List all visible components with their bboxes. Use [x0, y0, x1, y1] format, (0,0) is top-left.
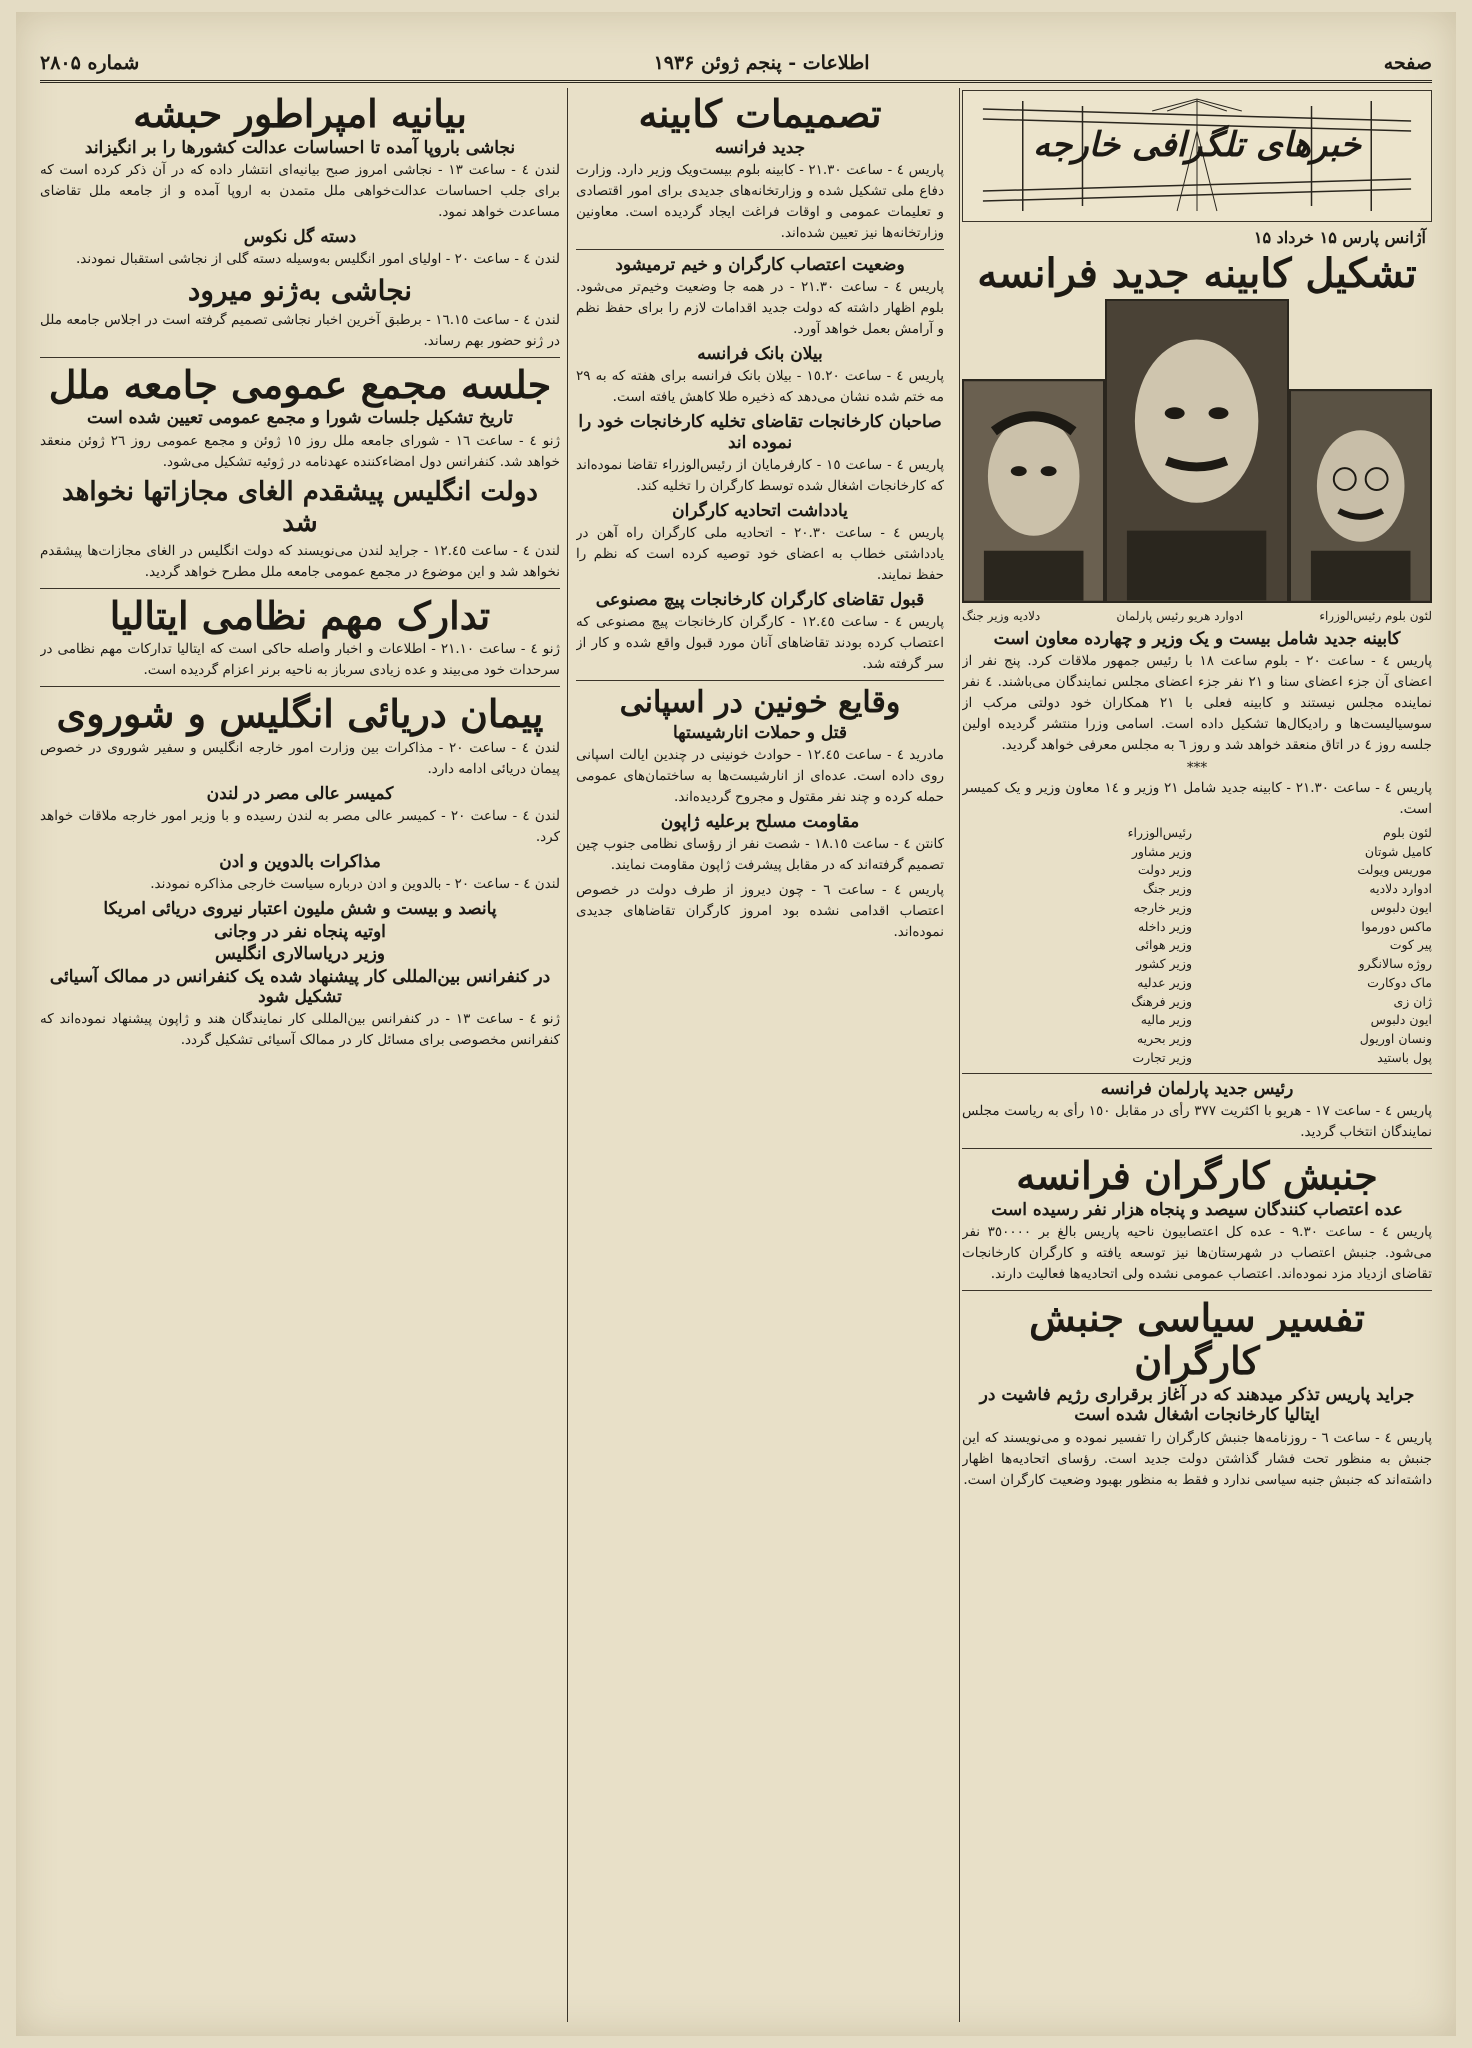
column-divider: [959, 88, 960, 2022]
rule: [962, 1073, 1432, 1074]
column-divider: [567, 88, 568, 2022]
headline-league-assembly: جلسه مجمع عمومی جامعه ملل: [48, 361, 552, 407]
headline-french-cabinet: تشکیل کابینه جدید فرانسه: [977, 250, 1417, 297]
photo-captions: [962, 609, 1432, 623]
minister-name: ایون دلبوس: [1370, 899, 1432, 915]
article-text: لندن ٤ - ساعت ١٣ - نجاشی امروز صبح بیانیه‌ای انتشار داده که در آن ذکر کرده است که برای جلب احساسات عدالت‌خواهی ملل متمدن به اروپا آمده و از جامعه ملل تقاضای مساعدت خواهد نمود.: [40, 162, 560, 220]
headline-spain: وقایع خونین در اسپانی: [619, 685, 901, 721]
minister-post: وزیر هوائی: [1135, 937, 1192, 953]
ministers-names: [1202, 824, 1432, 1068]
article-text: پاریس ٤ - ساعت ٢١.٣٠ - کابینه جدید شامل ٢١ وزیر و ١٤ معاون وزیر و یک کمیسر است.: [962, 780, 1432, 817]
rule: [40, 357, 560, 358]
article-text: لندن ٤ - ساعت ٢٠ - کمیسر عالی مصر به لندن رسیده و با وزیر امور خارجه ملاقات خواهد کرد.: [40, 808, 560, 846]
article-text: پاریس ٤ - ساعت ٢١.٣٠ - کابینه بلوم بیست‌ویک وزیر دارد. وزارت دفاع ملی تشکیل شده و وزارتخانه‌های جدیدی برای امور اقتصادی و تعلیمات عمومی و اوقات فراغت ایجاد گردیده است. معاونین وزارتخانه‌ها نیز تعیین شده‌اند.: [576, 162, 944, 241]
photo-caption: لئون بلوم رئیس‌الوزراء: [1319, 609, 1432, 623]
ministers-table: [962, 824, 1432, 1068]
article-text: پاریس ٤ - ساعت ٦ - روزنامه‌ها جنبش کارگران را تفسیر نموده و می‌نویسند که این جنبش به منظور تحت فشار گذاشتن دولت جدید است. رؤسای اتحادیه‌ها اظهار داشته‌اند که جنبش جنبه سیاسی ندارد و فقط به منظور بهبود وضعیت کارگران است.: [962, 1429, 1432, 1488]
headline-cabinet-decisions: تصمیمات کابینه: [638, 91, 882, 136]
article-text: پاریس ٤ - ساعت ١٥.٢٠ - بیلان بانک فرانسه برای هفته که به ٢٩ مه ختم شده نشان می‌دهد که ذخیره طلا کاهش یافته است.: [576, 368, 944, 406]
ministers-posts: [962, 824, 1192, 1068]
article-text: پاریس ٤ - ساعت ٢٠ - بلوم ساعت ١٨ با رئیس جمهور ملاقات کرد. پنج نفر از اعضای آن جزء اعضای سنا و ٢١ نفر جزء اعضای مجلس نمایندگان می‌باشند. ٤ نفر نماینده مجلس نیستند و کابینه فعلی با ٢١ همکاران خود دولتی مرکب از سوسیالیست‌ها و رادیکال‌ها تشکیل داده است. اسامی وزرا منتشر گردیده اولین جلسه روز ٤ در اتاق منعقد خواهد شد و روز ٦ به مجلس معرفی خواهد گردید.: [962, 653, 1432, 754]
section-logo: [962, 90, 1432, 222]
minister-name: پول باستید: [1377, 1049, 1432, 1065]
subheadline: قبول تقاضای کارگران کارخانجات پیچ مصنوعی: [595, 589, 925, 610]
subheadline: نجاشی باروپا آمده تا احساسات عدالت کشورها را بر انگیزاند: [84, 137, 516, 158]
page-header: [40, 46, 1432, 83]
headline-italy-military: تدارک مهم نظامی ایتالیا: [109, 592, 491, 638]
article-text: ژنو ٤ - ساعت ٢١.١٠ - اطلاعات و اخبار واصله حاکی است که ایتالیا تدارکات مهم نظامی در سرحدات خود می‌بیند و عده زیادی سرباز به ناحیه برنر اعزام گردیده است.: [40, 641, 560, 679]
article-text: لندن ٤ - ساعت ٢٠ - مذاکرات بین وزارت امور خارجه انگلیس و سفیر شوروی در خصوص پیمان دریائی ادامه دارد.: [40, 739, 560, 777]
minister-name: کامیل شوتان: [1364, 843, 1432, 859]
minister-post: وزیر بحریه: [1136, 1031, 1192, 1047]
subheadline: اوتیه پنجاه نفر در وجانی: [214, 921, 386, 942]
photo-caption: دلادیه وزیر جنگ: [962, 609, 1041, 623]
headline-political-commentary: تفسیر سیاسی جنبش کارگران: [1029, 1294, 1365, 1384]
rule: [576, 680, 944, 681]
minister-name: روژه سالانگرو: [1358, 956, 1432, 972]
headline-naval-pact: پیمان دریائی انگلیس و شوروی: [56, 691, 544, 737]
rule: [962, 1290, 1432, 1291]
subheadline: وضعیت اعتصاب کارگران و خیم ترمیشود: [615, 254, 905, 275]
subheadline: در کنفرانس بین‌المللی کار پیشنهاد شده یک کنفرانس در ممالک آسیائی تشکیل شود: [49, 966, 551, 1007]
minister-post: وزیر داخله: [1137, 918, 1192, 934]
minister-name: موریس ویولت: [1357, 862, 1432, 878]
article-text: لندن ٤ - ساعت ١٢.٤٥ - جراید لندن می‌نویسند که دولت انگلیس در الغای مجازات‌ها پیشقدم نخواهد شد و این موضوع در مجمع عمومی جامعه ملل مطرح خواهد گردید.: [40, 542, 560, 580]
newspaper-page: [16, 12, 1456, 2036]
subheadline: مذاکرات بالدوین و ادن: [219, 852, 381, 873]
minister-name: ونسان اوریول: [1359, 1031, 1432, 1047]
rule: [40, 588, 560, 589]
headline-negus-geneva: نجاشی به‌ژنو میرود: [187, 274, 413, 308]
section-title: خبرهای تلگرافی خارجه: [1033, 125, 1361, 165]
minister-name: ماکس دورموا: [1361, 918, 1432, 934]
subheadline: بیلان بانک فرانسه: [697, 343, 823, 364]
headline-british-sanctions: دولت انگلیس پیشقدم الغای مجازاتها نخواهد شد: [62, 476, 538, 538]
rule: [576, 249, 944, 250]
minister-post: رئیس‌الوزراء: [1127, 824, 1192, 840]
subheadline: یادداشت اتحادیه کارگران: [672, 500, 848, 521]
article-text: ژنو ٤ - ساعت ١٦ - شورای جامعه ملل روز ١٥ ژوئن و مجمع عمومی روز ٢٦ ژوئن منعقد خواهد شد. کنفرانس دول امضاءکننده عهدنامه در ژوئیه تشکیل می‌شود.: [40, 432, 560, 470]
article-text: پاریس ٤ - ساعت ٢١.٣٠ - در همه جا وضعیت وخیم‌تر می‌شود. بلوم اظهار داشته که دولت جدید اقدامات لازم را برای حفظ نظم و آرامش بعمل خواهد آورد.: [576, 279, 944, 337]
minister-post: وزیر جنگ: [1142, 881, 1192, 897]
rule: [40, 686, 560, 687]
minister-post: وزیر مشاور: [1131, 843, 1192, 859]
column-international: [40, 88, 560, 2022]
article-text: پاریس ٤ - ساعت ٦ - چون دیروز از طرف دولت در خصوص اعتصاب اقدامی نشده بود امروز کارگران تقاضاهای جدیدی نموده‌اند.: [576, 881, 944, 940]
header-date: اطلاعات - پنجم ژوئن ۱۹۳۶: [653, 52, 870, 74]
subheadline: رئیس جدید پارلمان فرانسه: [1100, 1078, 1294, 1099]
subheadline: دسته گل نکوس: [243, 226, 357, 247]
article-text: کانتن ٤ - ساعت ١٨.١٥ - شصت نفر از رؤسای نظامی جنوب چین تصمیم گرفته‌اند که در مقابل پیشرفت ژاپون مقاومت نمایند.: [576, 836, 944, 874]
photo-row: [962, 303, 1432, 603]
subheadline: کمیسر عالی مصر در لندن: [206, 783, 394, 804]
minister-name: ماک دوکارت: [1367, 974, 1432, 990]
minister-post: وزیر تجارت: [1132, 1049, 1192, 1065]
article-text: پاریس ٤ - ساعت ١٢.٤٥ - کارگران کارخانجات پیچ مصنوعی که اعتصاب کرده بودند تقاضاهای آنان مورد قبول واقع شده و کار از سر گرفته شد.: [576, 614, 944, 673]
portrait-photo: [962, 379, 1105, 603]
issue-number: شماره ۲۸۰۵: [40, 52, 140, 74]
headline-french-workers: جنبش کارگران فرانسه: [1016, 1152, 1378, 1198]
article-text: پاریس ٤ - ساعت ١٧ - هریو با اکثریت ٣٧٧ رأی در مقابل ١٥٠ رأی به ریاست مجلس نمایندگان انتخاب گردید.: [962, 1102, 1432, 1140]
column-foreign-news: [962, 88, 1432, 2022]
minister-post: وزیر فرهنگ: [1131, 993, 1192, 1009]
minister-name: ادوارد دلادیه: [1369, 881, 1432, 897]
subheadline: تاریخ تشکیل جلسات شورا و مجمع عمومی تعیین شده است: [87, 408, 513, 429]
subheadline: مقاومت مسلح برعلیه ژاپون: [660, 811, 860, 832]
article-text: مادرید ٤ - ساعت ١٢.٤٥ - حوادث خونینی در چندین ایالت اسپانی روی داده است. عده‌ای از انارشیست‌ها به ساختمان‌های عمومی حمله کرده و چند نفر مقتول و مجروح گردیده‌اند.: [576, 746, 944, 805]
subheadline: عده اعتصاب کنندگان سیصد و پنجاه هزار نفر رسیده است: [991, 1199, 1403, 1220]
rule: [962, 1148, 1432, 1149]
subheadline: جراید پاریس تذکر میدهند که در آغاز برقراری رژیم فاشیت در ایتالیا کارخانجات اشغال شده است: [979, 1385, 1415, 1426]
separator: ***: [1186, 760, 1208, 776]
minister-name: لئون بلوم: [1382, 824, 1432, 840]
photo-caption: ادوارد هریو رئیس پارلمان: [1116, 609, 1244, 623]
article-text: پاریس ٤ - ساعت ٩.٣٠ - عده کل اعتصابیون ناحیه پاریس بالغ بر ٣٥٠٠٠٠ نفر می‌شود. جنبش اعتصاب در شهرستان‌ها نیز توسعه یافته و کارگران کارخانجات تقاضای ازدیاد مزد نموده‌اند. اعتصاب عمومی نشده ولی اتحادیه‌ها فعالیت دارند.: [962, 1223, 1432, 1282]
subheadline: جدید فرانسه: [714, 137, 806, 158]
portrait-photo: [1289, 389, 1432, 603]
minister-name: پیر کوت: [1389, 937, 1432, 953]
minister-post: وزیر خارجه: [1133, 899, 1192, 915]
minister-post: وزیر عدلیه: [1137, 974, 1192, 990]
portrait-photo: [1105, 299, 1288, 603]
subheadline: قتل و حملات انارشیستها: [672, 722, 848, 743]
subheadline: پانصد و بیست و شش ملیون اعتبار نیروی دریائی امریکا: [103, 899, 497, 920]
minister-post: وزیر دولت: [1137, 862, 1192, 878]
minister-post: وزیر کشور: [1135, 956, 1192, 972]
page-label: صفحه: [1383, 52, 1432, 74]
column-cabinet-decisions: [576, 88, 944, 2022]
article-text: پاریس ٤ - ساعت ١٥ - کارفرمایان از رئیس‌الوزراء تقاضا نموده‌اند که کارخانجات اشغال شده توسط کارگران را تخلیه کند.: [576, 456, 944, 494]
article-text: ژنو ٤ - ساعت ١٣ - در کنفرانس بین‌المللی کار نمایندگان هند و ژاپون پیشنهاد نموده‌اند که کنفرانس مخصوصی برای مسائل کار در ممالک آسیائی تشکیل گردد.: [40, 1011, 560, 1049]
subheadline: صاحبان کارخانجات تقاضای تخلیه کارخانجات خود را نموده اند: [578, 412, 942, 453]
minister-name: ایون دلبوس: [1370, 1012, 1432, 1028]
article-text: لندن ٤ - ساعت ٢٠ - بالدوین و ادن درباره سیاست خارجی مذاکره نمودند.: [150, 876, 560, 893]
subheadline: وزیر دریاسالاری انگلیس: [215, 944, 385, 965]
article-text: لندن ٤ - ساعت ٢٠ - اولیای امور انگلیس به‌وسیله دسته گلی از نجاشی استقبال نمودند.: [76, 251, 560, 268]
agency-line: آژانس پارس ۱۵ خرداد ۱۵: [1253, 228, 1426, 247]
article-text: لندن ٤ - ساعت ١٦.١٥ - برطبق آخرین اخبار نجاشی تصمیم گرفته است در اجلاس جامعه ملل در ژنو حضور بهم رساند.: [40, 311, 560, 349]
minister-name: ژان زی: [1393, 993, 1432, 1009]
minister-post: وزیر مالیه: [1140, 1012, 1192, 1028]
headline-ethiopia: بیانیه امپراطور حبشه: [133, 91, 467, 136]
article-text: پاریس ٤ - ساعت ٢٠.٣٠ - اتحادیه ملی کارگران راه آهن در یادداشتی خطاب به اعضای خود توصیه کرده است که نظم را حفظ نمایند.: [576, 525, 944, 584]
subheadline: کابینه جدید شامل بیست و یک وزیر و چهارده معاون است: [993, 629, 1401, 649]
